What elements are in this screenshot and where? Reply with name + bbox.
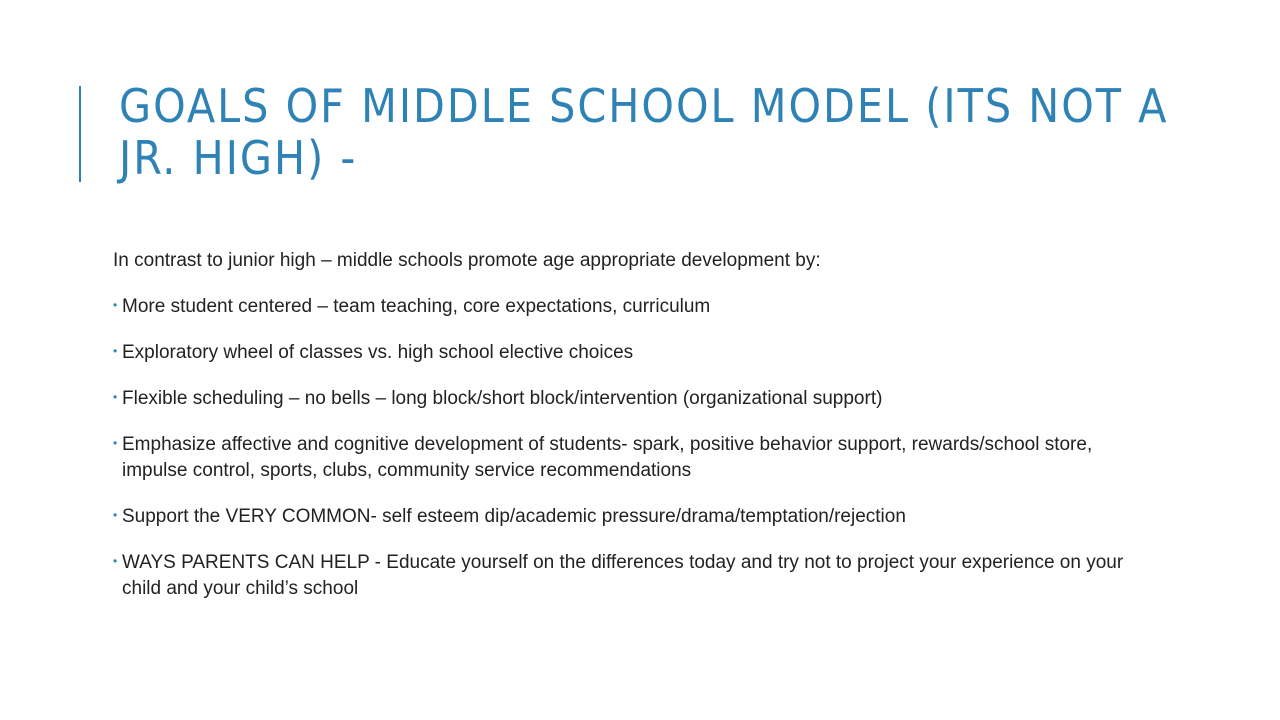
bullet-text: Exploratory wheel of classes vs. high school elective choices <box>122 342 634 363</box>
bullet-dot-icon: • <box>113 298 118 312</box>
bullet-item <box>113 386 1153 412</box>
bullet-text: Flexible scheduling – no bells – long block/short block/intervention (organizational support) <box>122 388 883 409</box>
bullet-dot-icon: • <box>113 508 118 522</box>
bullet-text: More student centered – team teaching, core expectations, curriculum <box>122 296 711 317</box>
bullet-text: Support the VERY COMMON- self esteem dip/academic pressure/drama/temptation/rejection <box>122 506 906 527</box>
bullet-dot-icon: • <box>113 436 118 450</box>
bullet-item <box>113 504 1153 530</box>
bullet-item <box>113 550 1153 602</box>
bullet-text: WAYS PARENTS CAN HELP - Educate yourself on the differences today and try not to project your experience on your child and your child’s school <box>122 552 1124 599</box>
bullet-dot-icon: • <box>113 554 118 568</box>
bullet-text: Emphasize affective and cognitive development of students- spark, positive behavior support, rewards/school store, impulse control, sports, clubs, community service recommendations <box>122 434 1093 481</box>
intro-text: In contrast to junior high – middle schools promote age appropriate development by: <box>113 250 821 271</box>
bullet-item <box>113 340 1153 366</box>
title-accent-line <box>79 86 81 182</box>
bullet-item <box>113 432 1153 484</box>
bullet-dot-icon: • <box>113 390 118 404</box>
bullet-dot-icon: • <box>113 344 118 358</box>
slide-body <box>113 248 1153 622</box>
bullet-item <box>113 294 1153 320</box>
slide-title: GOALS OF MIDDLE SCHOOL MODEL (ITS NOT A JR. HIGH) - <box>119 79 1169 185</box>
